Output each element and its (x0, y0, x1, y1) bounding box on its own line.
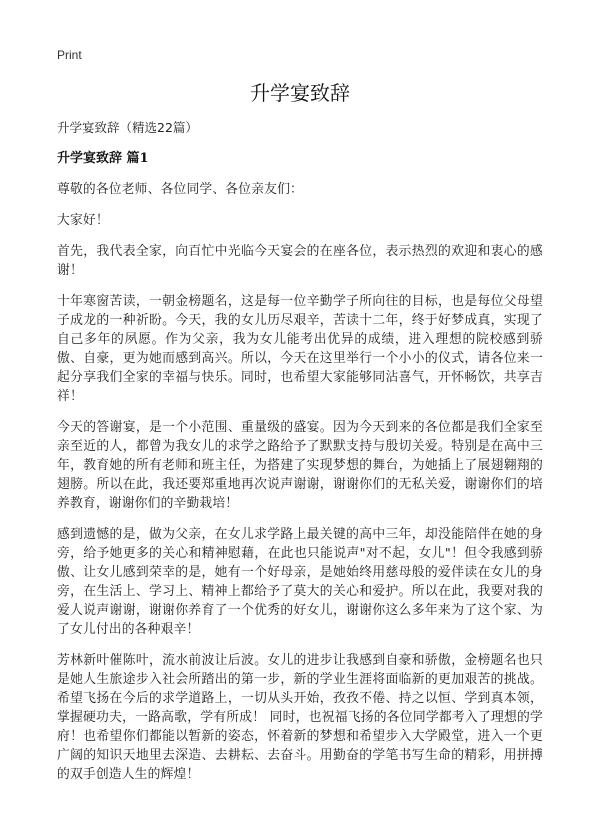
section-title: 升学宴致辞 篇1 (57, 151, 149, 166)
page-title: 升学宴致辞 (250, 81, 350, 105)
print-link[interactable]: Print (57, 48, 82, 62)
hello-paragraph: 大家好！ (57, 213, 109, 228)
body-paragraph-2: 今天的答谢宴，是一个小范围、重量级的盛宴。因为今天到来的各位都是我们全家至亲至近的人，都曾为我女儿的求学之路给予了默默支持与殷切关爱。特别是在高中三年，教育她的所有老师和班主任，为搭建了实现梦想的舞台，为她插上了展翅翱翔的翅膀。所以在此，我还要郑重地再次说声谢谢，谢谢你们的无私关爱，谢谢你们的培养教育，谢谢你们的辛勤栽培！ (57, 420, 543, 511)
document-subtitle: 升学宴致辞（精选22篇） (57, 120, 198, 135)
greeting-paragraph: 尊敬的各位老师、各位同学、各位亲友们： (57, 182, 303, 197)
body-paragraph-1: 十年寒窗苦读，一朝金榜题名，这是每一位辛勤学子所向往的目标，也是每位父母望子成龙的一种祈盼。今天，我的女儿历尽艰辛，苦读十二年，终于好梦成真，实现了自己多年的夙愿。作为父亲，我为女儿能考出优异的成绩，进入理想的院校感到骄傲、自豪，更为她而感到高兴。所以，今天在这里举行一个小小的仪式，请各位来一起分享我们全家的幸福与快乐。同时，也希望大家能够同沾喜气，开怀畅饮，共享吉祥！ (57, 294, 543, 404)
body-paragraph-3: 感到遗憾的是，做为父亲，在女儿求学路上最关键的高中三年，却没能陪伴在她的身旁，给予她更多的关心和精神慰藉，在此也只能说声"对不起，女儿"！但令我感到骄傲、让女儿感到荣幸的是，她有一个好母亲，是她始终用慈母般的爱伴读在女儿的身旁，在生活上、学习上、精神上都给予了莫大的关心和爱护。所以在此，我要对我的爱人说声谢谢，谢谢你养育了一个优秀的好女儿，谢谢你这么多年来为了这个家、为了女儿付出的各种艰辛！ (57, 527, 543, 637)
document-body (57, 119, 543, 796)
body-paragraph-4: 芳林新叶催陈叶，流水前波让后波。女儿的进步让我感到自豪和骄傲，金榜题名也只是她人生旅途步入社会所踏出的第一步，新的学业生涯将面临新的更加艰苦的挑战。希望飞扬在今后的求学道路上，一切从头开始，孜孜不倦、持之以恒、学到真本领，掌握硬功夫，一路高歌，学有所成！ 同时，也祝福飞扬的各位同学都考入了理想的学府！也希望你们都能以暂新的姿态，怀着新的梦想和希望步入大学殿堂，进入一个更广阔的知识天地里去深造、去耕耘、去奋斗。用勤奋的学笔书写生命的精彩，用拼搏的双手创造人生的辉煌！ (57, 653, 543, 782)
welcome-paragraph: 首先，我代表全家，向百忙中光临今天宴会的在座各位，表示热烈的欢迎和衷心的感谢！ (57, 244, 543, 278)
